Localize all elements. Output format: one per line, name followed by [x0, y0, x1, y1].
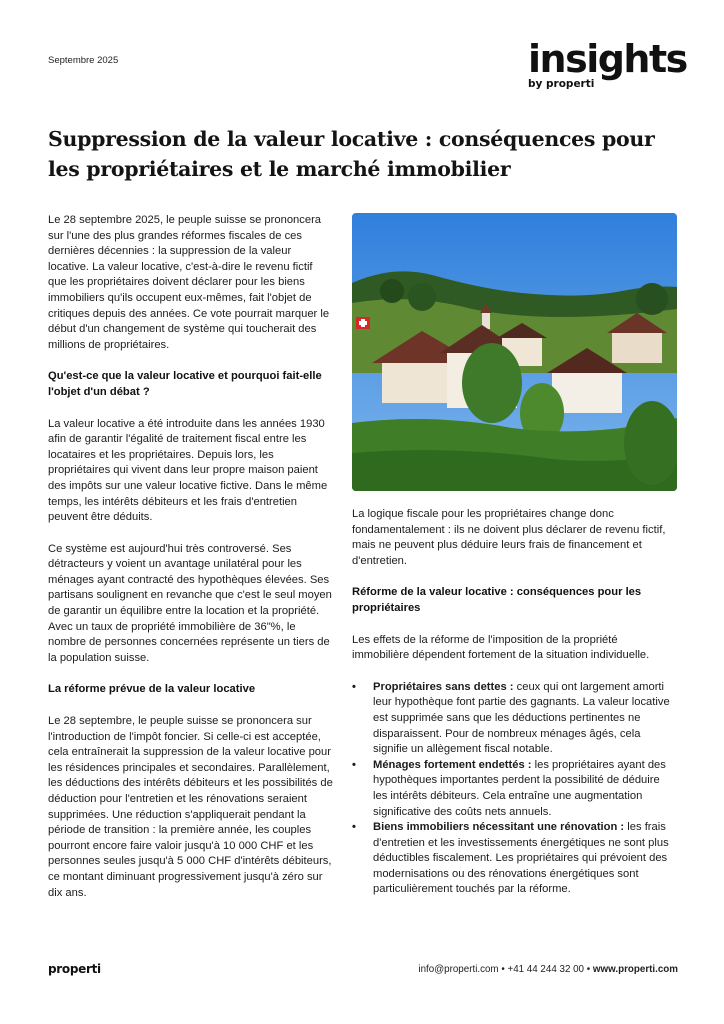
article-title: Suppression de la valeur locative : conséquences pour les propriétaires et le marché immobilier	[48, 127, 655, 181]
brand-name: insights	[528, 37, 687, 81]
body-paragraph: La valeur locative a été introduite dans les années 1930 afin de garantir l'égalité de traitement fiscal entre les locataires et les propriétaires. Depuis lors, les propriétaires qui vivent dans leur propre maison paient des impôts sur une valeur locative fictive. Dans le même temps, les intérêts débiteurs et les frais d'entretien peuvent être déduits.	[48, 417, 328, 524]
list-item	[352, 758, 677, 820]
publication-date: Septembre 2025	[48, 55, 119, 66]
body-paragraph: Les effets de la réforme de l'imposition de la propriété immobilière dépendent fortement de la situation individuelle.	[352, 633, 650, 662]
section-heading: Qu'est-ce que la valeur locative et pourquoi fait-elle l'objet d'un débat ?	[48, 370, 322, 398]
footer-logo: properti	[48, 962, 101, 976]
left-column	[48, 213, 333, 917]
section-heading: La réforme prévue de la valeur locative	[48, 683, 256, 696]
list-item-text: les propriétaires ayant des hypothèques importantes perdent la possibilité de déduire les intérêts débiteurs. Cela entraîne une augmentation significative des coûts nets annuels.	[373, 758, 666, 818]
body-paragraph: Le 28 septembre, le peuple suisse se prononcera sur l'introduction de l'impôt foncier. Si celle-ci est acceptée, cela entraînerait la suppression de la valeur locative pour les résidences principales et secondaires. Parallèlement, les déductions des intérêts débiteurs et les possibilités de déduction pour l'entretien et les rénovations seraient supprimées. Une réduction s'appliquerait pendant la période de transition : la première année, les couples pourront encore faire valoir jusqu'à 10 000 CHF et les personnes seules jusqu'à 5 000 CHF d'intérêts débiteurs, ce montant diminuant progressivement jusqu'à zéro sur dix ans.	[48, 715, 333, 899]
consequences-list	[352, 680, 677, 898]
right-column	[352, 213, 677, 898]
section-heading: Réforme de la valeur locative : conséquences pour les propriétaires	[352, 586, 642, 614]
insights-logo	[528, 37, 687, 90]
website-link[interactable]: www.properti.com	[592, 964, 678, 975]
list-item-term: Biens immobiliers nécessitant une rénovation :	[373, 821, 625, 834]
list-item-term: Ménages fortement endettés :	[373, 758, 532, 771]
list-item	[352, 820, 677, 898]
brand-sub: by properti	[528, 78, 595, 90]
list-item-text: ceux qui ont largement amorti leur hypothèque font partie des gagnants. La valeur locative est supprimée sans que les déductions pertinentes ne disparaissent. Pour de nombreux ménages âgés, cela signifie un allègement fiscal notable.	[373, 680, 670, 756]
village-photo-icon	[352, 213, 677, 491]
list-item	[352, 680, 677, 758]
list-item-text: les frais d'entretien et les investissements énergétiques ne sont plus déductibles fiscalement. Les propriétaires qui prévoient des modernisations ou des rénovations énergétiques sont particulièrement touchés par la réforme.	[373, 821, 669, 896]
contact-details: info@properti.com • +41 44 244 32 00 •	[418, 964, 593, 975]
footer-contact	[418, 964, 678, 975]
body-paragraph: Ce système est aujourd'hui très controversé. Ses détracteurs y voient un avantage unilatéral pour les ménages ayant contracté des hypothèques élevées. Ses partisans soulignent en revanche que c'est le seul moyen de garantir un équilibre entre la location et la propriété. Avec un taux de propriété immobilière de 36"%, le nombre de personnes concernées représente un tiers de la population suisse.	[48, 542, 332, 664]
body-paragraph: La logique fiscale pour les propriétaires change donc fondamentalement : ils ne doivent plus déclarer de revenu fictif, mais ne peuvent plus déduire leurs frais de financement et d'entretien.	[352, 508, 666, 567]
intro-paragraph: Le 28 septembre 2025, le peuple suisse se prononcera sur l'une des plus grandes réformes fiscales de ces dernières décennies : la suppression de la valeur locative. La valeur locative, c'est-à-dire le revenu fictif que les propriétaires doivent déclarer pour les biens immobiliers qu'ils occupent eux-mêmes, fait l'objet de critiques depuis des années. Ce vote pourrait marquer le début d'un changement de système qui toucherait des millions de propriétaires.	[48, 214, 330, 351]
list-item-term: Propriétaires sans dettes :	[373, 680, 514, 693]
